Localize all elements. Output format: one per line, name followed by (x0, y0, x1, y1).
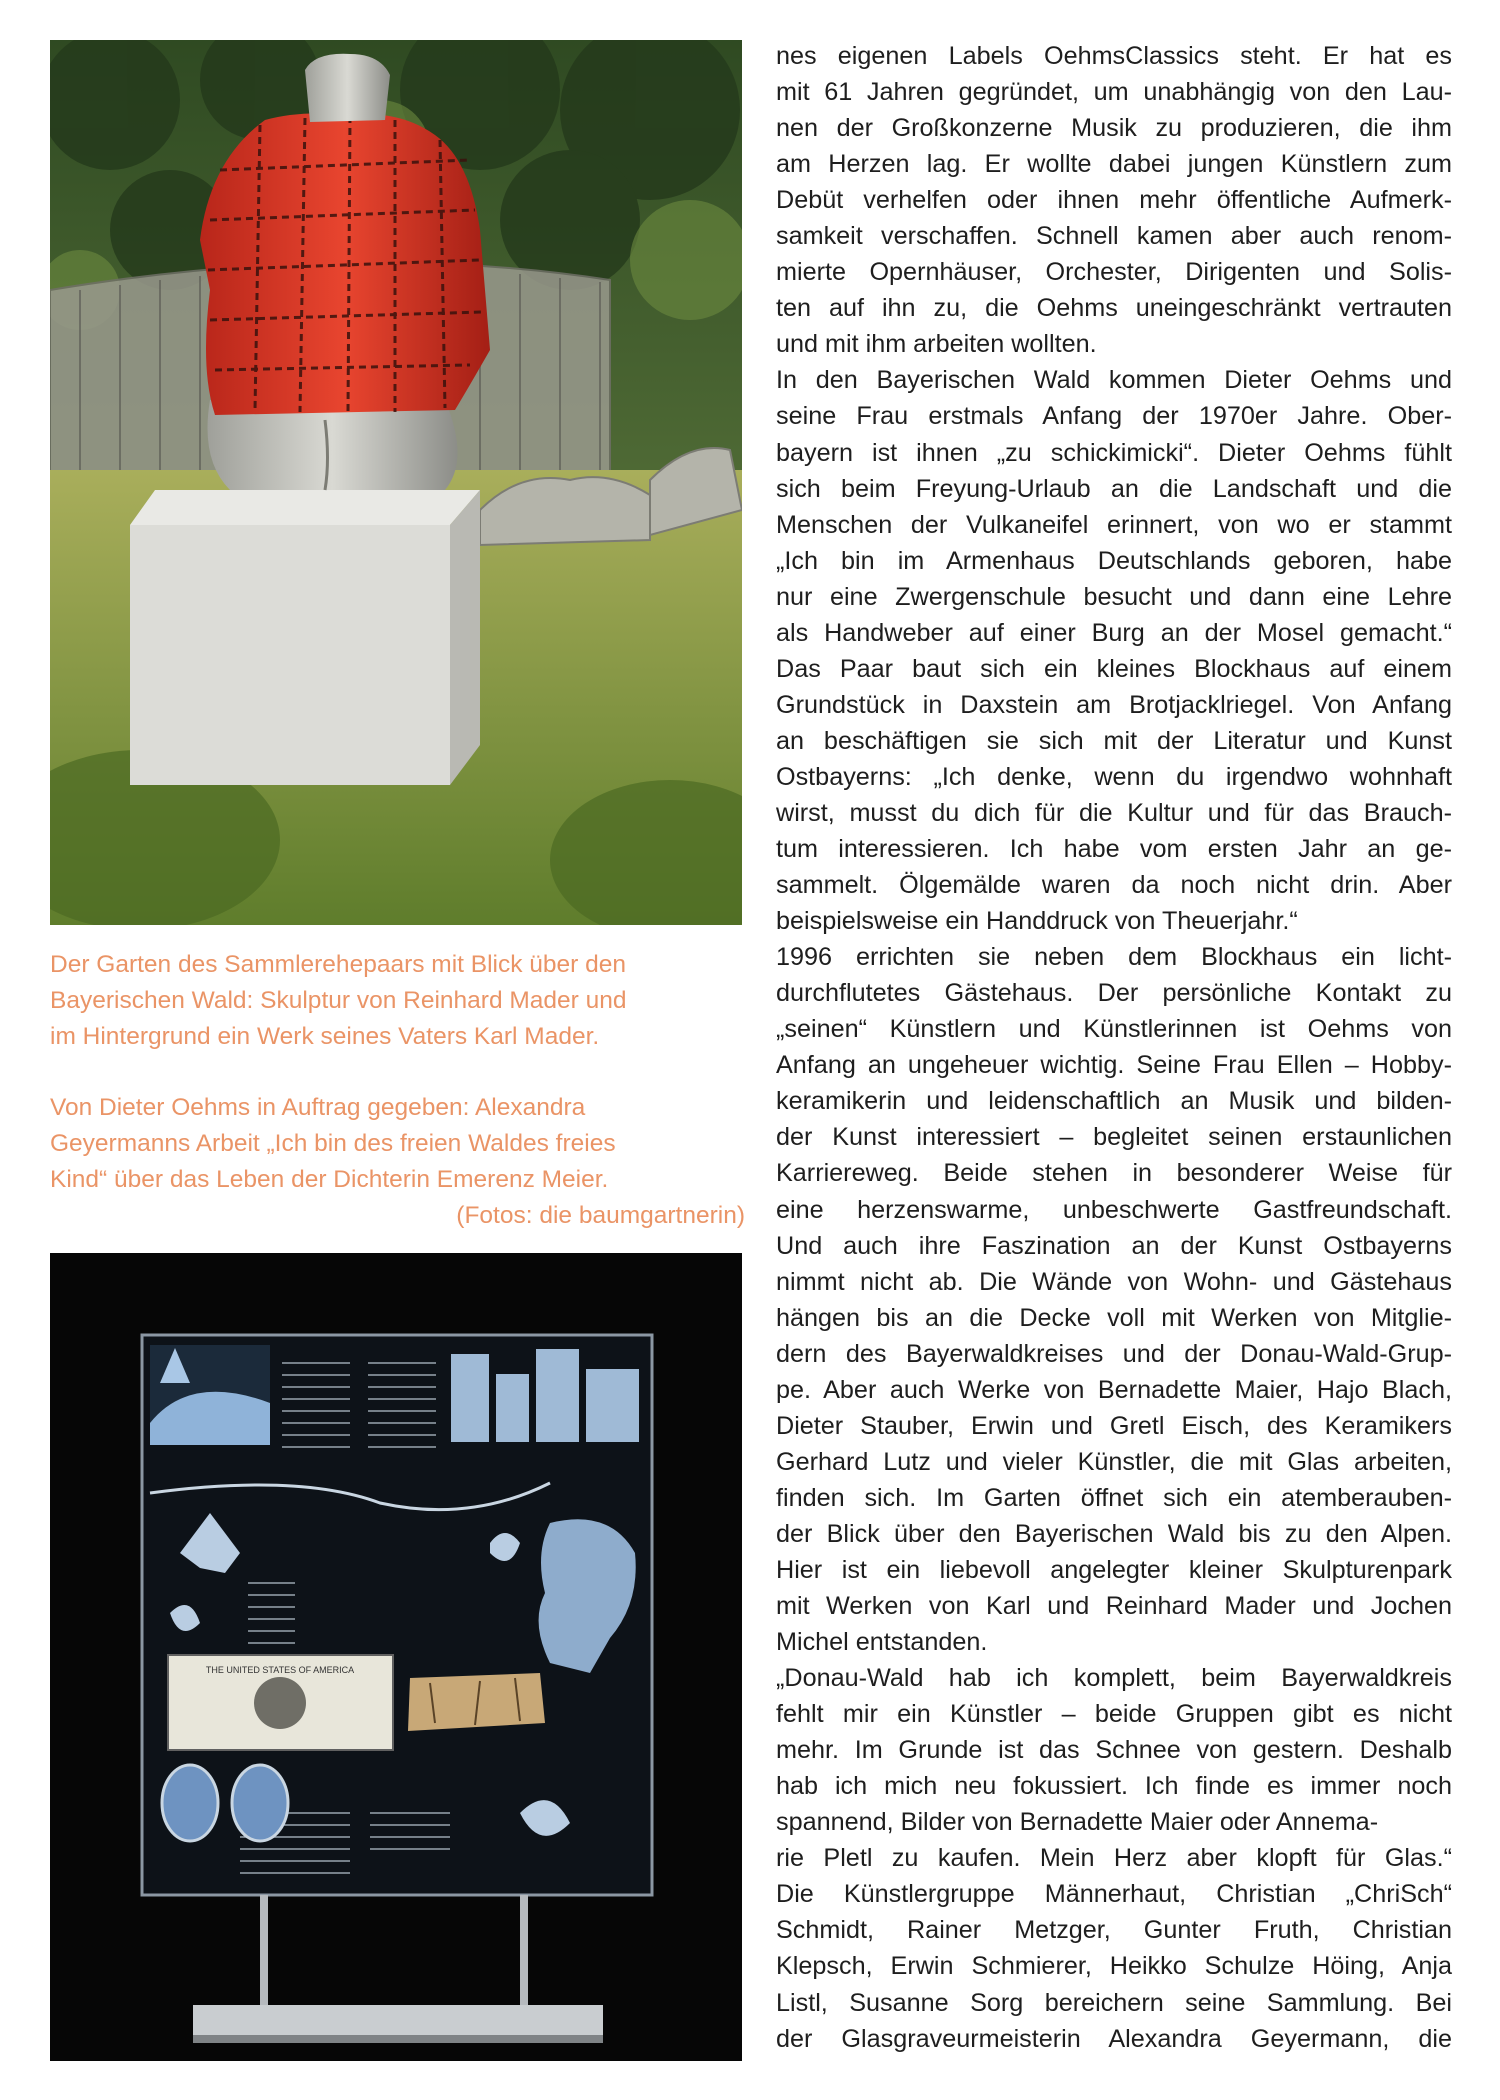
article-line: „Ich bin im Armenhaus Deutschlands geboren, habe (776, 546, 1452, 575)
article-line: mehr. Im Grunde ist das Schnee von gestern. Deshalb (776, 1736, 1452, 1765)
article-line: mit Werken von Karl und Reinhard Mader und Jochen (776, 1592, 1452, 1621)
article-line: Die Künstlergruppe Männerhaut, Christian „ChriSch“ (776, 1880, 1452, 1909)
article-line: nimmt nicht ab. Die Wände von Wohn- und Gästehaus (776, 1267, 1452, 1296)
article-line: spannend, Bilder von Bernadette Maier oder Annema- (776, 1808, 1379, 1837)
glass-photo-caption (50, 1090, 745, 1234)
article-line: an beschäftigen sie sich mit der Literatur und Kunst (776, 726, 1452, 755)
article-line: nes eigenen Labels OehmsClassics steht. Er hat es (776, 42, 1452, 70)
article-line: der Glasgraveurmeisterin Alexandra Geyermann, die (776, 2024, 1452, 2053)
article-line: „Donau-Wald hab ich komplett, beim Bayerwaldkreis (776, 1664, 1452, 1693)
caption-line: Von Dieter Oehms in Auftrag gegeben: Alexandra (50, 1094, 586, 1121)
caption-line: Der Garten des Sammlerehepaars mit Blick über den (50, 951, 627, 978)
photo-credit: (Fotos: die baumgartnerin) (456, 1202, 745, 1229)
article-line: Anfang an ungeheuer wichtig. Seine Frau Ellen – Hobby- (776, 1051, 1452, 1080)
article-line: samkeit verschaffen. Schnell kamen aber auch renom- (776, 222, 1452, 251)
caption-line: Kind“ über das Leben der Dichterin Emerenz Meier. (50, 1166, 609, 1193)
article-line: ten auf ihn zu, die Oehms uneingeschränkt vertrauten (776, 294, 1452, 323)
garden-sculpture-illustration (50, 40, 742, 925)
article-line: Ostbayerns: „Ich denke, wenn du irgendwo wohnhaft (776, 762, 1452, 791)
caption-line: im Hintergrund ein Werk seines Vaters Karl Mader. (50, 1023, 600, 1050)
caption-line: Bayerischen Wald: Skulptur von Reinhard Mader und (50, 987, 627, 1014)
article-line: tum interessieren. Ich habe vom ersten Jahr an ge- (776, 835, 1452, 864)
article-line: als Handweber auf einer Burg an der Mosel gemacht.“ (776, 618, 1452, 647)
garden-photo-caption (50, 947, 745, 1055)
article-line: hab ich mich neu fokussiert. Ich finde es immer noch (776, 1772, 1452, 1801)
article-line: sich beim Freyung-Urlaub an die Landschaft und die (776, 474, 1452, 503)
article-line: Michel entstanden. (776, 1628, 988, 1657)
article-line: Karriereweg. Beide stehen in besonderer Weise für (776, 1159, 1452, 1188)
article-line: Das Paar baut sich ein kleines Blockhaus auf einem (776, 654, 1452, 683)
article-line: wirst, musst du dich für die Kultur und für das Brauch- (776, 798, 1452, 827)
article-line: bayern ist ihnen „zu schickimicki“. Dieter Oehms fühlt (776, 438, 1452, 467)
garden-sculpture-photo (50, 40, 742, 925)
article-line: Listl, Susanne Sorg bereichern seine Sammlung. Bei (776, 1988, 1452, 2017)
caption-line: Geyermanns Arbeit „Ich bin des freien Waldes freies (50, 1130, 616, 1157)
article-line: fehlt mir ein Künstler – beide Gruppen gibt es nicht (776, 1700, 1452, 1729)
article-line: Klepsch, Erwin Schmierer, Heikko Schulze Höing, Anja (776, 1952, 1452, 1981)
article-line: nur eine Zwergenschule besucht und dann eine Lehre (776, 582, 1452, 611)
article-line: der Blick über den Bayerischen Wald bis zu den Alpen. (776, 1519, 1452, 1548)
article-line: hängen bis an die Decke voll mit Werken von Mitglie- (776, 1303, 1452, 1332)
article-line: nen der Großkonzerne Musik zu produzieren, die ihm (776, 114, 1452, 143)
article-line: und mit ihm arbeiten wollten. (776, 330, 1097, 359)
article-line: dern des Bayerwaldkreises und der Donau-Wald-Grup- (776, 1339, 1452, 1368)
article-line: der Kunst interessiert – begleitet seinen erstaunlichen (776, 1123, 1452, 1152)
engraved-glass-photo (50, 1253, 742, 2061)
article-line: In den Bayerischen Wald kommen Dieter Oehms und (776, 366, 1452, 395)
article-line: Grundstück in Daxstein am Brotjacklriegel. Von Anfang (776, 690, 1452, 719)
article-body (776, 38, 1452, 2057)
article-line: Hier ist ein liebevoll angelegter kleiner Skulpturenpark (776, 1555, 1452, 1584)
article-line: keramikerin und leidenschaftlich an Musik und bilden- (776, 1087, 1452, 1116)
article-line: am Herzen lag. Er wollte dabei jungen Künstlern zum (776, 150, 1452, 179)
article-line: mit 61 Jahren gegründet, um unabhängig von den Lau- (776, 78, 1452, 107)
article-line: Und auch ihre Faszination an der Kunst Ostbayerns (776, 1231, 1452, 1260)
article-line: „seinen“ Künstlern und Künstlerinnen ist Oehms von (776, 1015, 1452, 1044)
article-line: Debüt verhelfen oder ihnen mehr öffentliche Aufmerk- (776, 186, 1452, 215)
article-line: eine herzenswarme, unbeschwerte Gastfreundschaft. (776, 1195, 1452, 1224)
article-line: mierte Opernhäuser, Orchester, Dirigenten und Solis- (776, 258, 1452, 287)
article-line: Menschen der Vulkaneifel erinnert, von wo er stammt (776, 510, 1452, 539)
article-line: beispielsweise ein Handdruck von Theuerjahr.“ (776, 907, 1298, 936)
banknote-text: THE UNITED STATES OF AMERICA (205, 1665, 355, 1675)
article-line: Schmidt, Rainer Metzger, Gunter Fruth, Christian (776, 1916, 1452, 1945)
article-line: sammelt. Ölgemälde waren da noch nicht drin. Aber (776, 871, 1452, 900)
article-line: 1996 errichten sie neben dem Blockhaus ein licht- (776, 943, 1452, 972)
article-line: rie Pletl zu kaufen. Mein Herz aber klopft für Glas.“ (776, 1844, 1452, 1873)
article-line: Dieter Stauber, Erwin und Gretl Eisch, des Keramikers (776, 1411, 1452, 1440)
article-line: Gerhard Lutz und vieler Künstler, die mit Glas arbeiten, (776, 1447, 1452, 1476)
article-line: finden sich. Im Garten öffnet sich ein atemberauben- (776, 1483, 1452, 1512)
article-line: durchflutetes Gästehaus. Der persönliche Kontakt zu (776, 979, 1452, 1008)
article-line: pe. Aber auch Werke von Bernadette Maier, Hajo Blach, (776, 1375, 1452, 1404)
article-line: seine Frau erstmals Anfang der 1970er Jahre. Ober- (776, 402, 1452, 431)
engraved-glass-illustration (50, 1253, 742, 2061)
